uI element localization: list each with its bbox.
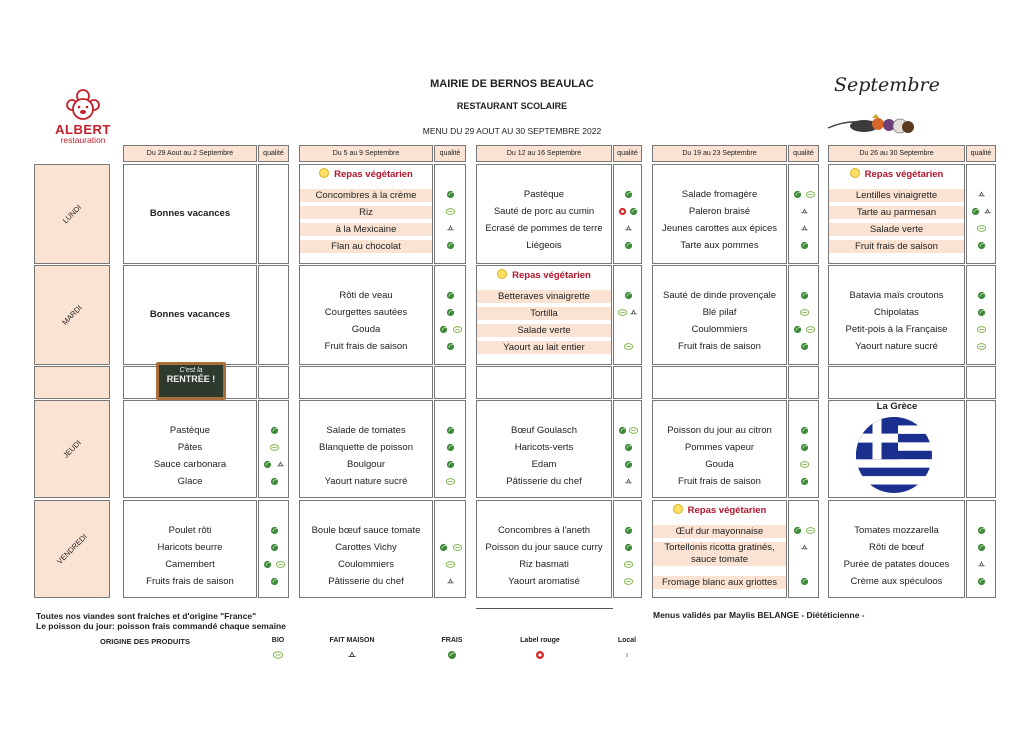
homemade-chef-icon bbox=[446, 577, 455, 586]
fresh-leaf-icon bbox=[793, 325, 802, 334]
fresh-leaf-icon bbox=[624, 526, 633, 535]
quality-cell bbox=[966, 400, 996, 498]
fresh-leaf-icon bbox=[439, 543, 448, 552]
menu-period: MENU DU 29 AOUT AU 30 SEPTEMBRE 2022 bbox=[422, 126, 602, 136]
legend-item-label: FAIT MAISON bbox=[329, 637, 375, 644]
fresh-leaf-icon bbox=[439, 325, 448, 334]
bio-label-icon bbox=[624, 577, 633, 586]
week-header: Du 26 au 30 Septembre bbox=[828, 145, 965, 162]
dish-item: Tarte au parmesan bbox=[829, 206, 964, 219]
dish-item: Pastèque bbox=[523, 189, 565, 200]
meal-cell bbox=[476, 500, 612, 598]
dish-item: Tortilla bbox=[477, 307, 611, 320]
meal-cell bbox=[123, 164, 257, 264]
meal-cell bbox=[299, 500, 433, 598]
quality-cell bbox=[613, 400, 642, 498]
dish-item: Crème aux spéculoos bbox=[850, 576, 943, 587]
vegetarian-badge-icon bbox=[850, 168, 860, 178]
homemade-chef-icon bbox=[983, 207, 992, 216]
homemade-chef-icon bbox=[977, 560, 986, 569]
dish-item: Lentilles vinaigrette bbox=[829, 189, 964, 202]
quality-cell bbox=[788, 400, 819, 498]
greece-theme-title: La Grèce bbox=[876, 401, 918, 412]
day-label-text: JEUDI bbox=[61, 438, 83, 460]
day-label-empty bbox=[34, 366, 110, 399]
empty-meal-cell bbox=[828, 366, 965, 399]
dish-item: Poulet rôti bbox=[168, 525, 212, 536]
homemade-chef-icon bbox=[347, 650, 357, 660]
fresh-leaf-icon bbox=[800, 443, 809, 452]
dish-item: Chipolatas bbox=[874, 307, 919, 318]
homemade-chef-icon bbox=[624, 224, 633, 233]
dish-item: Concombres à la crème bbox=[300, 189, 432, 202]
fresh-leaf-icon bbox=[446, 426, 455, 435]
fresh-leaf-icon bbox=[446, 460, 455, 469]
fresh-leaf-icon bbox=[447, 650, 457, 660]
meal-cell bbox=[652, 500, 787, 598]
bio-label-icon bbox=[977, 342, 986, 351]
dish-item: Pâtisserie du chef bbox=[506, 476, 582, 487]
meal-cell bbox=[652, 164, 787, 264]
dish-item: Salade de tomates bbox=[326, 425, 406, 436]
fresh-leaf-icon bbox=[624, 543, 633, 552]
quality-cell bbox=[966, 500, 996, 598]
dish-item: Tomates mozzarella bbox=[854, 525, 939, 536]
dish-item: Riz bbox=[300, 206, 432, 219]
fresh-leaf-icon bbox=[446, 342, 455, 351]
fresh-leaf-icon bbox=[793, 190, 802, 199]
dish-item: Blé pilaf bbox=[702, 307, 737, 318]
fresh-leaf-icon bbox=[629, 207, 638, 216]
fresh-leaf-icon bbox=[446, 443, 455, 452]
bio-label-icon bbox=[453, 325, 462, 334]
dish-item: Yaourt nature sucré bbox=[324, 476, 408, 487]
meal-cell bbox=[123, 265, 257, 365]
dish-item: Gouda bbox=[705, 459, 734, 470]
rentree-line1: C'est la bbox=[179, 367, 203, 374]
dish-item: Batavia maïs croutons bbox=[849, 290, 944, 301]
fresh-leaf-icon bbox=[446, 308, 455, 317]
quality-cell bbox=[258, 400, 289, 498]
quality-header: qualité bbox=[434, 145, 466, 162]
fresh-leaf-icon bbox=[270, 543, 279, 552]
dish-item: Coulommiers bbox=[338, 559, 394, 570]
quality-cell bbox=[966, 164, 996, 264]
quality-cell bbox=[434, 500, 466, 598]
vegetarian-meal-label: Repas végétarien bbox=[512, 270, 591, 281]
fresh-leaf-icon bbox=[971, 207, 980, 216]
day-label-text: LUNDI bbox=[60, 202, 84, 226]
quality-cell bbox=[966, 265, 996, 365]
fresh-leaf-icon bbox=[977, 308, 986, 317]
homemade-chef-icon bbox=[800, 543, 809, 552]
dish-item: Pommes vapeur bbox=[684, 442, 755, 453]
dish-item: à la Mexicaine bbox=[300, 223, 432, 236]
dish-item: Poisson du jour au citron bbox=[667, 425, 772, 436]
logo-subtitle: restauration bbox=[60, 135, 106, 145]
vegetarian-meal-label: Repas végétarien bbox=[334, 169, 413, 180]
vacation-text: Bonnes vacances bbox=[149, 309, 231, 320]
dish-item: Fruit frais de saison bbox=[829, 240, 964, 253]
dish-item: Coulommiers bbox=[691, 324, 748, 335]
bio-label-icon bbox=[446, 560, 455, 569]
dish-item: Fruit frais de saison bbox=[678, 341, 761, 352]
quality-cell bbox=[258, 265, 289, 365]
fresh-leaf-icon bbox=[800, 477, 809, 486]
quality-cell bbox=[613, 500, 642, 598]
meal-cell bbox=[123, 500, 257, 598]
homemade-chef-icon bbox=[800, 207, 809, 216]
dish-item: Yaourt nature sucré bbox=[855, 341, 938, 352]
vegetarian-badge-icon bbox=[319, 168, 329, 178]
signature-line bbox=[476, 608, 613, 609]
quality-cell bbox=[788, 164, 819, 264]
fresh-leaf-icon bbox=[270, 577, 279, 586]
meal-cell bbox=[828, 265, 965, 365]
day-label bbox=[34, 500, 110, 598]
fresh-leaf-icon bbox=[977, 543, 986, 552]
dish-item: Purée de patates douces bbox=[843, 559, 950, 570]
legend-item-label: Label rouge bbox=[520, 637, 560, 644]
day-label bbox=[34, 400, 110, 498]
dish-item: Flan au chocolat bbox=[300, 240, 432, 253]
homemade-chef-icon bbox=[624, 477, 633, 486]
bio-label-icon bbox=[270, 443, 279, 452]
month-label: Septembre bbox=[834, 74, 940, 96]
dish-item: Fruits frais de saison bbox=[146, 576, 234, 587]
bio-label-icon bbox=[977, 224, 986, 233]
logo-brand: ALBERT bbox=[55, 122, 111, 137]
fresh-leaf-icon bbox=[977, 577, 986, 586]
dish-item: Bœuf Goulasch bbox=[511, 425, 577, 436]
fresh-leaf-icon bbox=[977, 241, 986, 250]
meal-cell bbox=[476, 164, 612, 264]
legend-title: ORIGINE DES PRODUITS bbox=[100, 637, 191, 646]
bio-label-icon bbox=[806, 526, 815, 535]
quality-cell bbox=[613, 164, 642, 264]
day-label bbox=[34, 265, 110, 365]
meal-cell bbox=[476, 265, 612, 365]
quality-cell bbox=[434, 265, 466, 365]
dish-item: Yaourt aromatisé bbox=[508, 576, 580, 587]
dish-item: Œuf dur mayonnaise bbox=[653, 525, 786, 538]
dish-item: Fromage blanc aux griottes bbox=[653, 576, 786, 589]
fresh-leaf-icon bbox=[800, 426, 809, 435]
empty-quality-cell bbox=[788, 366, 819, 399]
local-icon bbox=[622, 650, 632, 660]
dish-item: Gouda bbox=[351, 324, 381, 335]
dish-item: Poisson du jour sauce curry bbox=[485, 542, 603, 553]
dish-item: Sauce carbonara bbox=[153, 459, 227, 470]
bio-label-icon bbox=[977, 325, 986, 334]
vegetarian-meal-title bbox=[653, 504, 786, 516]
meal-cell bbox=[652, 400, 787, 498]
meal-cell bbox=[476, 400, 612, 498]
bio-label-icon bbox=[446, 477, 455, 486]
homemade-chef-icon bbox=[977, 190, 986, 199]
legend-item-label: BIO bbox=[271, 637, 285, 644]
footer-fish-note: Le poisson du jour: poisson frais commandé chaque semaine bbox=[36, 621, 286, 631]
dish-item: Fruit frais de saison bbox=[678, 476, 761, 487]
dish-item: Concombres à l'aneth bbox=[497, 525, 591, 536]
fresh-leaf-icon bbox=[624, 291, 633, 300]
fresh-leaf-icon bbox=[793, 526, 802, 535]
dish-item: Haricots-verts bbox=[514, 442, 574, 453]
label-rouge-icon bbox=[618, 207, 627, 216]
bio-label-icon bbox=[453, 543, 462, 552]
dish-item: Boulgour bbox=[346, 459, 386, 470]
rentree-chalkboard bbox=[156, 362, 226, 400]
legend-item-label: FRAIS bbox=[441, 637, 463, 644]
dish-item: Betteraves vinaigrette bbox=[477, 290, 611, 303]
fresh-leaf-icon bbox=[624, 460, 633, 469]
bio-label-icon bbox=[624, 342, 633, 351]
dish-item: Rôti de bœuf bbox=[869, 542, 924, 553]
fresh-leaf-icon bbox=[270, 526, 279, 535]
empty-quality-cell bbox=[613, 366, 642, 399]
dish-item: Haricots beurre bbox=[157, 542, 223, 553]
greece-flag-icon bbox=[856, 417, 932, 493]
fresh-leaf-icon bbox=[446, 190, 455, 199]
empty-meal-cell bbox=[299, 366, 433, 399]
dish-item: Salade verte bbox=[477, 324, 611, 337]
bio-label-icon bbox=[629, 426, 638, 435]
fresh-leaf-icon bbox=[800, 342, 809, 351]
empty-meal-cell bbox=[652, 366, 787, 399]
dish-item: Edam bbox=[531, 459, 557, 470]
vegetarian-meal-title bbox=[477, 269, 611, 281]
fresh-leaf-icon bbox=[446, 241, 455, 250]
dish-item: Camembert bbox=[165, 559, 215, 570]
quality-header: qualité bbox=[788, 145, 819, 162]
week-header: Du 19 au 23 Septembre bbox=[652, 145, 787, 162]
quality-cell bbox=[258, 164, 289, 264]
dish-item: Pâtisserie du chef bbox=[328, 576, 404, 587]
fresh-leaf-icon bbox=[624, 190, 633, 199]
footer-meat-note: Toutes nos viandes sont fraiches et d'origine "France" bbox=[36, 611, 257, 621]
bio-label-icon bbox=[618, 308, 627, 317]
homemade-chef-icon bbox=[446, 224, 455, 233]
vacation-text: Bonnes vacances bbox=[149, 208, 231, 219]
fresh-leaf-icon bbox=[624, 443, 633, 452]
week-header: Du 5 au 9 Septembre bbox=[299, 145, 433, 162]
dish-item: Fruit frais de saison bbox=[324, 341, 408, 352]
vegetarian-badge-icon bbox=[673, 504, 683, 514]
empty-quality-cell bbox=[434, 366, 466, 399]
dish-item: Liégeois bbox=[526, 240, 562, 251]
fresh-leaf-icon bbox=[800, 291, 809, 300]
footer-validation: Menus validés par Maylis BELANGE - Diététicienne - bbox=[653, 610, 865, 620]
dish-item: Courgettes sautées bbox=[324, 307, 408, 318]
fresh-leaf-icon bbox=[800, 577, 809, 586]
dish-item: Blanquette de poisson bbox=[318, 442, 414, 453]
dish-item: Salade fromagère bbox=[681, 189, 758, 200]
dish-item: Sauté de porc au cumin bbox=[493, 206, 595, 217]
bio-label-icon bbox=[806, 190, 815, 199]
homemade-chef-icon bbox=[800, 224, 809, 233]
dish-item: Tarte aux pommes bbox=[680, 240, 759, 251]
fresh-leaf-icon bbox=[263, 560, 272, 569]
bio-label-icon bbox=[800, 308, 809, 317]
meal-cell bbox=[123, 400, 257, 498]
dish-item: Boule bœuf sauce tomate bbox=[311, 525, 421, 536]
dish-item: Jeunes carottes aux épices bbox=[661, 223, 778, 234]
dish-item: Paleron braisé bbox=[688, 206, 751, 217]
fresh-leaf-icon bbox=[977, 291, 986, 300]
label-rouge-icon bbox=[535, 650, 545, 660]
bio-label-icon bbox=[276, 560, 285, 569]
meal-cell bbox=[652, 265, 787, 365]
page-title: MAIRIE DE BERNOS BEAULAC bbox=[430, 78, 594, 90]
quality-header: qualité bbox=[258, 145, 289, 162]
fresh-leaf-icon bbox=[618, 426, 627, 435]
homemade-chef-icon bbox=[276, 460, 285, 469]
bio-label-icon bbox=[446, 207, 455, 216]
fresh-leaf-icon bbox=[263, 460, 272, 469]
fresh-leaf-icon bbox=[977, 526, 986, 535]
meal-cell bbox=[828, 500, 965, 598]
empty-quality-cell bbox=[966, 366, 996, 399]
bio-label-icon bbox=[273, 650, 283, 660]
vegetarian-meal-title bbox=[300, 168, 432, 180]
dish-item: Yaourt au lait entier bbox=[477, 341, 611, 354]
legend-item-label: Local bbox=[617, 637, 637, 644]
day-label-text: MARDI bbox=[60, 303, 84, 327]
bio-label-icon bbox=[806, 325, 815, 334]
vegetarian-badge-icon bbox=[497, 269, 507, 279]
dish-item: Petit-pois à la Française bbox=[845, 324, 948, 335]
week-header: Du 12 au 16 Septembre bbox=[476, 145, 612, 162]
vegetarian-meal-title bbox=[829, 168, 964, 180]
dish-item: Ecrasé de pommes de terre bbox=[485, 223, 603, 234]
day-label-text: VENDREDI bbox=[55, 532, 89, 566]
dish-item: Salade verte bbox=[829, 223, 964, 236]
empty-meal-cell bbox=[476, 366, 612, 399]
vegetarian-meal-label: Repas végétarien bbox=[687, 505, 767, 516]
day-column-header bbox=[34, 145, 110, 162]
fresh-leaf-icon bbox=[270, 477, 279, 486]
fresh-leaf-icon bbox=[624, 241, 633, 250]
quality-cell bbox=[434, 164, 466, 264]
dish-item: Riz basmati bbox=[519, 559, 569, 570]
week-header: Du 29 Aout au 2 Septembre bbox=[123, 145, 257, 162]
fresh-leaf-icon bbox=[270, 426, 279, 435]
day-label bbox=[34, 164, 110, 264]
dish-item: Carottes Vichy bbox=[335, 542, 397, 553]
vegetarian-meal-label: Repas végétarien bbox=[864, 169, 944, 180]
quality-header: qualité bbox=[966, 145, 996, 162]
meal-cell bbox=[299, 164, 433, 264]
fresh-leaf-icon bbox=[800, 241, 809, 250]
meal-cell bbox=[299, 400, 433, 498]
bio-label-icon bbox=[800, 460, 809, 469]
page-subtitle: RESTAURANT SCOLAIRE bbox=[456, 101, 568, 111]
dish-item: Rôti de veau bbox=[339, 290, 393, 301]
quality-cell bbox=[788, 265, 819, 365]
dish-item: Pâtes bbox=[177, 442, 203, 453]
quality-cell bbox=[788, 500, 819, 598]
quality-cell bbox=[258, 500, 289, 598]
dish-item: Pastèque bbox=[169, 425, 211, 436]
rentree-line2: RENTRÉE ! bbox=[166, 374, 216, 384]
dish-item: Tortellonis ricotta gratinés, sauce tomate bbox=[653, 542, 786, 566]
quality-header: qualité bbox=[613, 145, 642, 162]
homemade-chef-icon bbox=[629, 308, 638, 317]
bio-label-icon bbox=[624, 560, 633, 569]
quality-cell bbox=[613, 265, 642, 365]
empty-quality-cell bbox=[258, 366, 289, 399]
meal-cell bbox=[299, 265, 433, 365]
dish-item: Glace bbox=[177, 476, 203, 487]
dish-item: Sauté de dinde provençale bbox=[662, 290, 777, 301]
fresh-leaf-icon bbox=[446, 291, 455, 300]
meal-cell bbox=[828, 164, 965, 264]
quality-cell bbox=[434, 400, 466, 498]
